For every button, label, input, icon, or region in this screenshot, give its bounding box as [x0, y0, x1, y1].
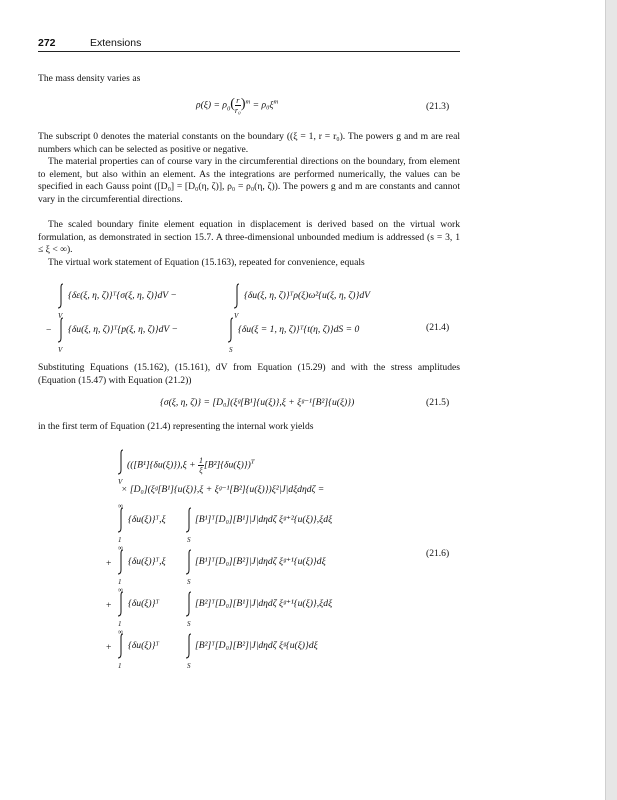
equation-number-21-5: (21.5) [426, 397, 450, 408]
eq-21-4-minus: − [46, 325, 52, 336]
fraction-numerator: 1 [199, 456, 203, 465]
integral-limit-S: S [229, 346, 233, 354]
running-header [38, 37, 460, 52]
integral-sign [116, 590, 126, 618]
integral-limit-1: 1 [118, 536, 122, 544]
page-number: 272 [38, 37, 56, 49]
integral-sign [184, 590, 194, 618]
eq-21-6-line4b: [B¹]ᵀ[D₀][B²]|J|dηdζ ξᵍ⁺¹{u(ξ)}dξ [195, 556, 326, 567]
eq-21-4-line1b: {δu(ξ, η, ζ)}ᵀρ(ξ)ω²{u(ξ, η, ζ)}dV [244, 290, 370, 301]
integral-limit-V: V [234, 312, 239, 320]
integral-sign [116, 506, 126, 534]
integral-sign [232, 282, 242, 310]
equation-21-5: {σ(ξ, η, ζ)} = [D₀](ξᵍ[B¹]{u(ξ)},ξ + ξᵍ⁻¹[B²]{u(ξ)}) [160, 397, 355, 408]
integral-limit-V: V [58, 346, 63, 354]
eq-21-6-line6b: [B²]ᵀ[D₀][B²]|J|dηdζ ξᵍ{u(ξ)}dξ [195, 640, 318, 651]
integral-sign [184, 506, 194, 534]
eq-21-6-line5b: [B²]ᵀ[D₀][B¹]|J|dηdζ ξᵍ⁺¹{u(ξ)},ξdξ [195, 598, 333, 609]
integral-limit-1: 1 [118, 578, 122, 586]
fraction-numerator: r [236, 96, 240, 105]
integral-limit-V: V [118, 478, 123, 486]
eq-21-6-line4a: {δu(ξ)}ᵀ,ξ [128, 556, 166, 567]
paragraph-2: The material properties can of course vary in the circumferential directions on the boundary, from element to element, but also within an element. As the integrations are performed numerically, the values can be specified in each Gauss point ([D₀] = [D₀(η, ζ)], ρ₀ = ρ₀(η, ζ)). The powers g and m are constants and cannot vary in the circumferential directions. [38, 156, 460, 205]
intro-text: The mass density varies as [38, 73, 141, 84]
integral-limit-1: 1 [118, 620, 122, 628]
equation-number-21-4: (21.4) [426, 322, 450, 333]
eq-21-3-rhs: = ρ₀ξ [250, 99, 274, 111]
integral-limit-S: S [187, 578, 191, 586]
integral-sign [116, 448, 126, 476]
paragraph-4: The virtual work statement of Equation (15.163), repeated for convenience, equals [48, 257, 365, 268]
integral-sign [56, 316, 66, 344]
eq-21-3-exponent: m [245, 98, 251, 106]
integral-sign [56, 282, 66, 310]
eq-21-6-term1b: [B²]{δu(ξ)}) [204, 459, 251, 471]
eq-21-3-lhs: ρ(ξ) = ρ [196, 99, 227, 111]
eq-21-6-exp: T [250, 458, 255, 466]
plus-sign: + [106, 558, 112, 569]
equation-21-3 [196, 96, 278, 116]
fraction-denominator: r₀ [234, 106, 241, 115]
paragraph-3: The scaled boundary finite element equation in displacement is derived based on the virtual work formulation, as demonstrated in section 15.7. A three-dimensional unbounded medium is addressed (s = 3, 1 ≤ ξ < ∞). [38, 219, 460, 256]
integral-limit-inf: ∞ [118, 544, 123, 552]
integral-sign [184, 548, 194, 576]
integral-limit-1: 1 [118, 662, 122, 670]
scrollbar[interactable] [605, 0, 617, 800]
paragraph-1: The subscript 0 denotes the material constants on the boundary ((ξ = 1, r = r₀). The powers g and m are real numbers which can be selected as positive or negative. [38, 131, 460, 155]
eq-21-3-sub: 0 [226, 105, 231, 113]
eq-21-4-line1 [68, 290, 177, 303]
integral-limit-S: S [187, 662, 191, 670]
eq-21-6-term1: (([B¹]{δu(ξ)}),ξ + [127, 459, 198, 471]
eq-21-6-line6a: {δu(ξ)}ᵀ [128, 640, 160, 651]
integral-limit-S: S [187, 536, 191, 544]
integral-limit-S: S [187, 620, 191, 628]
integral-sign [116, 632, 126, 660]
eq-21-3-rparen: ) [240, 96, 246, 112]
integral-limit-inf: ∞ [118, 502, 123, 510]
eq-21-6-line1 [127, 456, 254, 475]
integral-limit-inf: ∞ [118, 628, 123, 636]
eq-21-4-term1: {δε(ξ, η, ζ)}ᵀ{σ(ξ, η, ζ)}dV − [68, 290, 177, 301]
chapter-title: Extensions [90, 37, 142, 49]
eq-21-3-rhs-exponent: m [273, 98, 279, 106]
integral-sign [116, 548, 126, 576]
plus-sign: + [106, 600, 112, 611]
paragraph-5: Substituting Equations (15.162), (15.161), dV from Equation (15.29) and with the stress amplitudes (Equation (15.47) with Equation (21.2)) [38, 362, 460, 386]
eq-21-3-lparen: ( [230, 96, 235, 112]
eq-21-4-term4: {δu(ξ = 1, η, ζ)}ᵀ{t(η, ζ)}dS = 0 [238, 324, 360, 335]
eq-21-6-line5a: {δu(ξ)}ᵀ [128, 598, 160, 609]
equation-number-21-3: (21.3) [426, 101, 450, 112]
paragraph-6: in the first term of Equation (21.4) representing the internal work yields [38, 421, 314, 432]
integral-limit-V: V [58, 312, 63, 320]
eq-21-4-term3: {δu(ξ, η, ζ)}ᵀ{p(ξ, η, ζ)}dV − [68, 324, 178, 335]
equation-number-21-6: (21.6) [426, 548, 450, 559]
fraction-denominator: ξ [199, 466, 203, 475]
plus-sign: + [106, 642, 112, 653]
eq-21-6-line2: × [D₀](ξᵍ[B¹]{u(ξ)},ξ + ξᵍ⁻¹[B²]{u(ξ)})ξ²|J|dξdηdζ = [121, 484, 325, 495]
integral-limit-inf: ∞ [118, 586, 123, 594]
integral-sign [184, 632, 194, 660]
integral-sign [226, 316, 236, 344]
eq-21-6-line3a: {δu(ξ)}ᵀ,ξ [128, 514, 166, 525]
eq-21-6-line3b: [B¹]ᵀ[D₀][B¹]|J|dηdζ ξᵍ⁺²{u(ξ)},ξdξ [195, 514, 333, 525]
